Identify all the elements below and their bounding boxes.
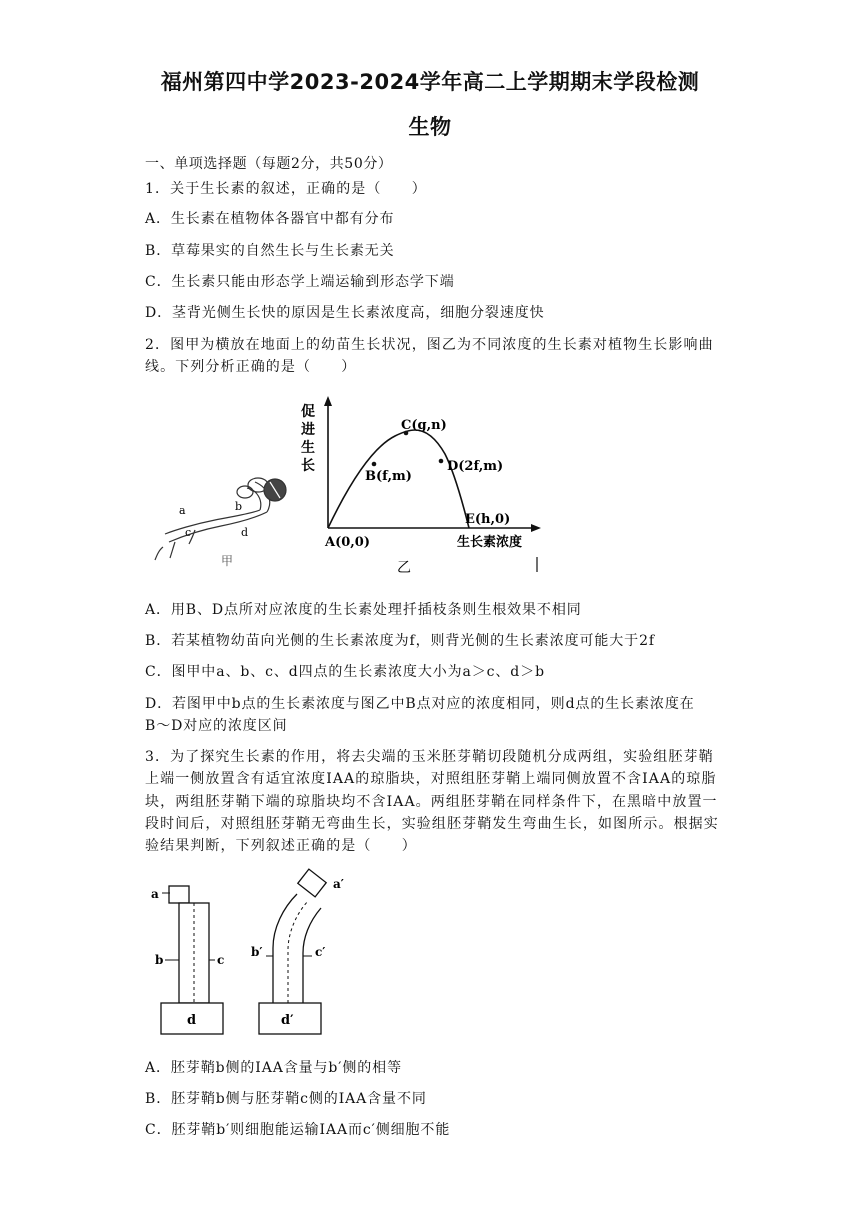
q3-stem-line5: 验结果判断，下列叙述正确的是（ ） bbox=[145, 838, 417, 854]
q3-stem-line3: 块，两组胚芽鞘下端的琼脂块均不含IAA。两组胚芽鞘在同样条件下，在黑暗中放置一 bbox=[145, 794, 718, 810]
label-c: c bbox=[217, 953, 225, 967]
q1-option-d: D．茎背光侧生长快的原因是生长素浓度高，细胞分裂速度快 bbox=[145, 305, 545, 321]
figure-caption-yi: 乙 bbox=[397, 560, 411, 576]
experimental-agar-block-a bbox=[298, 869, 326, 897]
q2-option-d: D．若图甲中b点的生长素浓度与图乙中B点对应的浓度相同，则d点的生长素浓度在 bbox=[145, 696, 695, 712]
q3-stem-line4: 段时间后，对照组胚芽鞘无弯曲生长，实验组胚芽鞘发生弯曲生长，如图所示。根据实 bbox=[145, 816, 719, 832]
paper-title: 福州第四中学2023-2024学年高二上学期期末学段检测 bbox=[160, 70, 700, 94]
q3-option-c: C．胚芽鞘b′则细胞能运输IAA而c′侧细胞不能 bbox=[145, 1122, 451, 1138]
label-b: b bbox=[155, 953, 164, 967]
y-axis-label-3: 生 bbox=[301, 440, 315, 456]
q3-option-b: B．胚芽鞘b侧与胚芽鞘c侧的IAA含量不同 bbox=[145, 1091, 427, 1107]
subject-title: 生物 bbox=[408, 115, 452, 139]
growth-curve-chart-yi bbox=[300, 396, 541, 576]
q2-option-d-cont: B～D对应的浓度区间 bbox=[145, 718, 288, 734]
q3-stem-line1: 3．为了探究生长素的作用，将去尖端的玉米胚芽鞘切段随机分成两组，实验组胚芽鞘 bbox=[145, 749, 714, 765]
x-axis-label: 生长素浓度 bbox=[457, 535, 523, 550]
experimental-coleoptile-midline bbox=[288, 901, 308, 1003]
point-b bbox=[372, 462, 377, 467]
seedling-figure-jia bbox=[155, 478, 286, 560]
seedling-label-d: d bbox=[241, 526, 249, 539]
q2-figure bbox=[145, 392, 545, 584]
q1-option-a: A．生长素在植物体各器官中都有分布 bbox=[145, 211, 395, 227]
y-axis-label-2: 进 bbox=[301, 422, 315, 438]
seedling-label-b: b bbox=[235, 500, 243, 513]
q1-option-c: C．生长素只能由形态学上端运输到形态学下端 bbox=[145, 274, 455, 290]
label-a: a bbox=[151, 887, 159, 901]
point-label-c: C(g,n) bbox=[401, 418, 447, 433]
seedling-label-a: a bbox=[179, 504, 186, 517]
q2-stem-line1: 2．图甲为横放在地面上的幼苗生长状况，图乙为不同浓度的生长素对植物生长影响曲 bbox=[145, 337, 714, 353]
section-heading: 一、单项选择题（每题2分，共50分） bbox=[145, 156, 393, 172]
q2-stem-line2: 线。下列分析正确的是（ ） bbox=[145, 359, 357, 375]
experimental-coleoptile bbox=[273, 894, 321, 1003]
q1-stem: 1．关于生长素的叙述，正确的是（ ） bbox=[145, 181, 427, 197]
label-a-prime: a′ bbox=[333, 877, 344, 891]
y-axis-label-1: 促 bbox=[301, 404, 315, 420]
figure-caption-jia: 甲 bbox=[221, 554, 234, 568]
q1-option-b: B．草莓果实的自然生长与生长素无关 bbox=[145, 243, 395, 259]
seedling-label-c: c bbox=[185, 526, 192, 539]
q2-option-c: C．图甲中a、b、c、d四点的生长素浓度大小为a＞c、d＞b bbox=[145, 664, 545, 680]
point-label-b: B(f,m) bbox=[365, 469, 412, 484]
point-label-e: E(h,0) bbox=[465, 512, 511, 527]
point-label-a: A(0,0) bbox=[325, 535, 371, 550]
q3-option-a: A．胚芽鞘b侧的IAA含量与b′侧的相等 bbox=[145, 1060, 402, 1076]
y-axis-label-4: 长 bbox=[301, 458, 315, 474]
label-c-prime: c′ bbox=[315, 945, 326, 959]
point-d bbox=[439, 459, 444, 464]
q2-option-a: A．用B、D点所对应浓度的生长素处理扦插枝条则生根效果不相同 bbox=[145, 602, 582, 618]
q3-figure bbox=[145, 868, 375, 1040]
label-d: d bbox=[187, 1013, 197, 1028]
control-agar-block-a bbox=[169, 886, 189, 903]
x-axis-arrow bbox=[531, 524, 541, 532]
label-b-prime: b′ bbox=[251, 945, 263, 959]
q3-stem-line2: 上端一侧放置含有适宜浓度IAA的琼脂块，对照组胚芽鞘上端同侧放置不含IAA的琼脂 bbox=[145, 771, 717, 787]
label-d-prime: d′ bbox=[281, 1013, 294, 1028]
q2-option-b: B．若某植物幼苗向光侧的生长素浓度为f，则背光侧的生长素浓度可能大于2f bbox=[145, 633, 655, 649]
point-label-d: D(2f,m) bbox=[447, 459, 504, 474]
y-axis-arrow bbox=[324, 396, 332, 406]
